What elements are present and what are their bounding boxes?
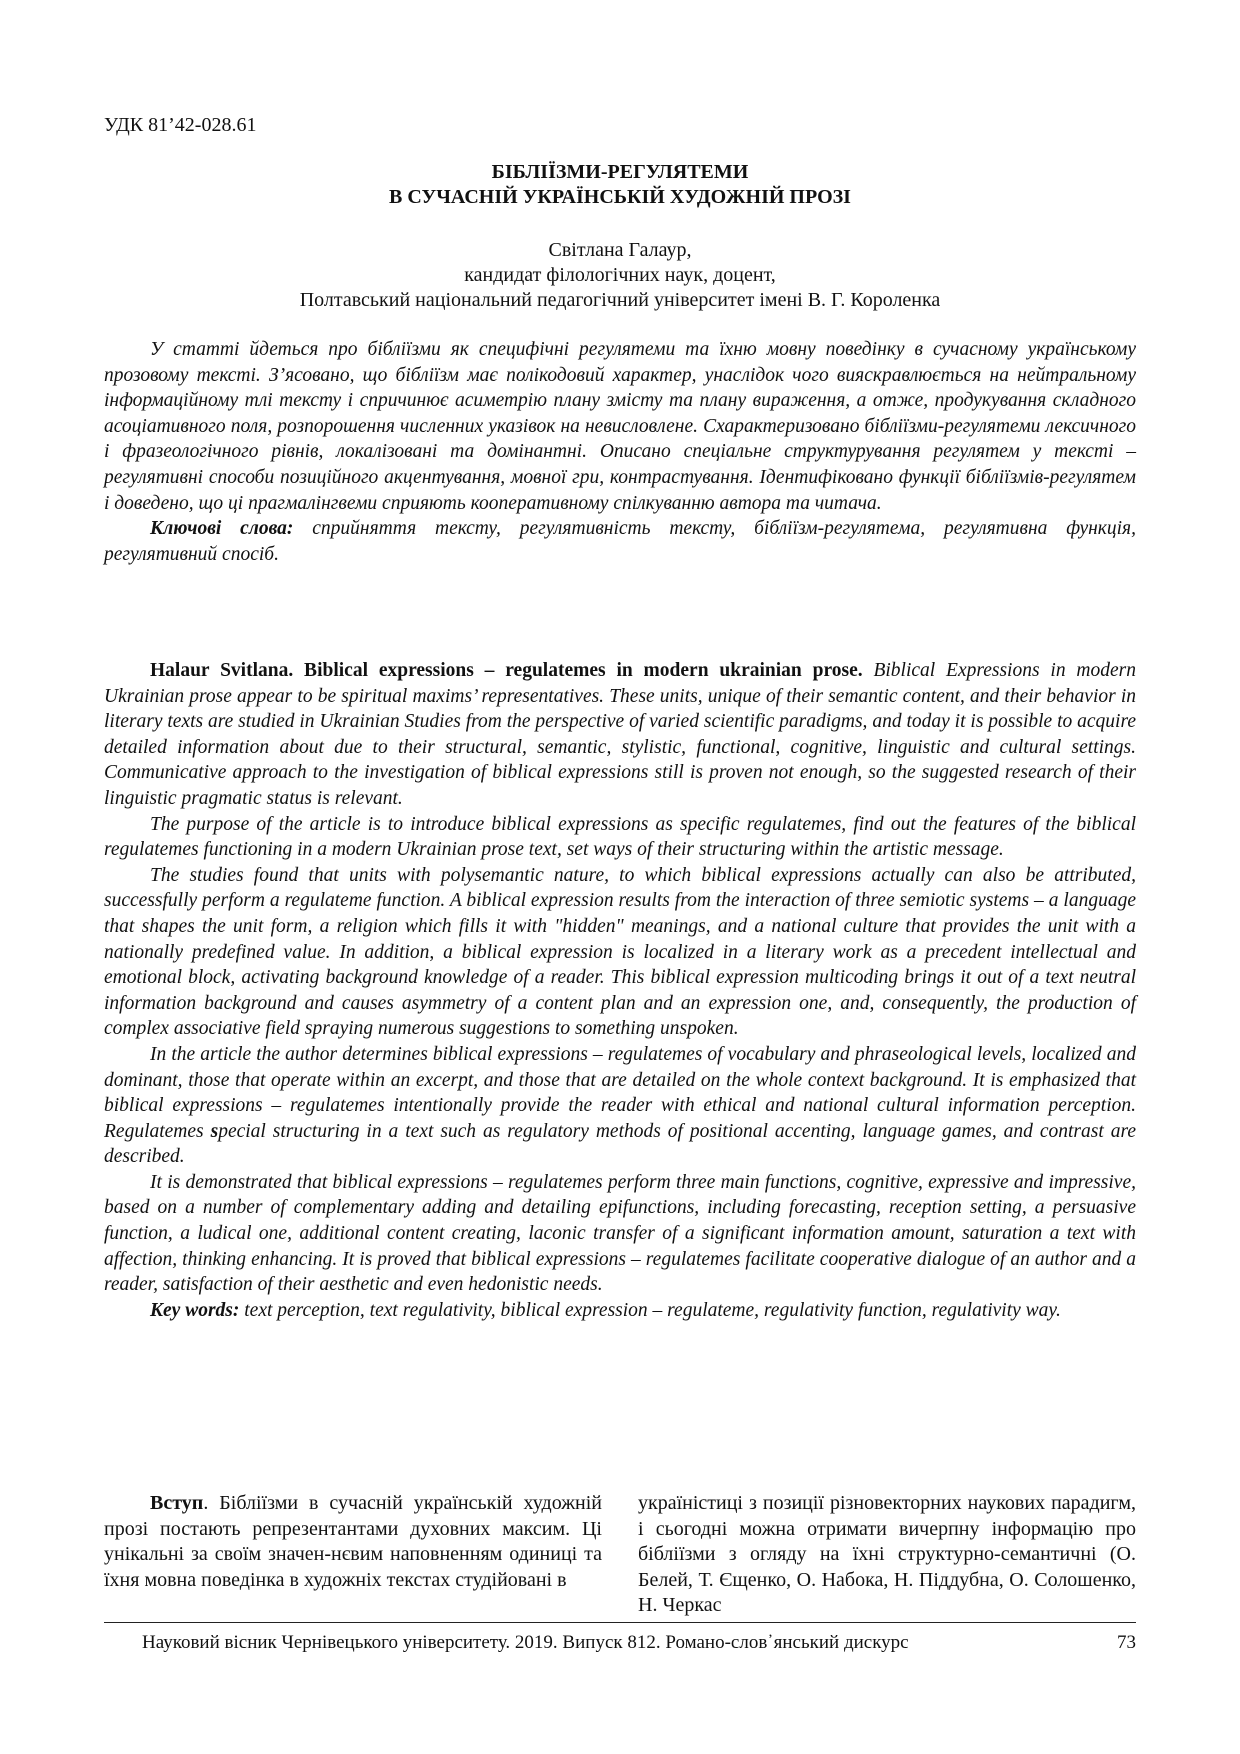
body-columns bbox=[104, 1491, 1136, 1619]
body-column-right bbox=[638, 1491, 1136, 1619]
abstract-en-p4-b: pecial structuring in a text such as regulatory methods of positional accenting, language games, and contrast are described. bbox=[104, 1120, 1137, 1168]
abstract-english bbox=[104, 658, 1136, 1323]
keywords-uk-label: Ключові слова: bbox=[150, 518, 294, 540]
author-name: Світлана Галаур, bbox=[548, 239, 692, 261]
page-number: 73 bbox=[1117, 1632, 1136, 1653]
keywords-uk-text: сприйняття тексту, регулятивність тексту, бібліїзм-регулятема, регулятивна функція, регулятивний спосіб. bbox=[104, 518, 1136, 565]
abstract-en-p4-a: In the article the author determines biblical expressions – regulatemes of vocabulary and phraseological levels, localized and dominant, those that operate within an excerpt, and those that are detailed on the whole context background. It is emphasized that biblical expressions – regulatemes intentionally provide the reader with ethical and national cultural information perception. Regulatemes bbox=[104, 1043, 1136, 1142]
title-line-2: В СУЧАСНІЙ УКРАЇНСЬКІЙ ХУДОЖНІЙ ПРОЗІ bbox=[389, 186, 851, 208]
abstract-en-p1 bbox=[104, 658, 1136, 812]
abstract-uk-text: У статті йдеться про бібліїзми як специфічні регулятеми та їхню мовну поведінку в сучасному українському прозовому тексті. З’ясовано, що бібліїзм має полікодовий характер, унаслідок чого вияскравлюється на нейтральному інформаційному тлі тексту і спричинює асиметрію плану змісту та плану вираження, а отже, продукування складного асоціативного поля, розпорошення численних указівок на невисловлене. Схарактеризовано бібліїзми-регулятеми лексичного і фразеологічного рівнів, локалізовані та домінантні. Описано спеціальне структурування регулятем у тексті – регулятивні способи позиційного акцентування, мовної гри, контрастування. Ідентифіковано функції бібліїзмів-регулятем і доведено, що ці прагмалінгвеми сприяють кооперативному спілкуванню автора та читача. bbox=[104, 339, 1136, 514]
author-affiliation: Полтавський національний педагогічний університет імені В. Г. Короленка bbox=[299, 289, 941, 311]
abstract-en-p4 bbox=[104, 1042, 1136, 1170]
abstract-en-p2: The purpose of the article is to introduce biblical expressions as specific regulatemes, find out the features of the biblical regulatemes functioning in a modern Ukrainian prose text, set ways of their structuring within the artistic message. bbox=[104, 813, 1136, 861]
author-block bbox=[104, 238, 1136, 313]
udc-code: УДК 81’42-028.61 bbox=[104, 114, 257, 136]
keywords-en-text: text perception, text regulativity, biblical expression – regulateme, regulativity function, regulativity way. bbox=[239, 1299, 1061, 1321]
article-title bbox=[104, 160, 1136, 210]
abstract-en-p3: The studies found that units with polysemantic nature, to which biblical expressions actually can also be attributed, successfully perform a regulateme function. A biblical expression results from the interaction of three semiotic systems – a language that shapes the unit form, a religion which fills it with "hidden" meanings, and a national culture that provides the unit with a nationally predefined value. In addition, a biblical expression is localized in a literary work as a precedent intellectual and emotional block, activating background knowledge of a reader. This biblical expression multicoding brings it out of a text neutral information background and causes asymmetry of a content plan and an expression one, and, consequently, the production of complex associative field spraying numerous suggestions to something unspoken. bbox=[104, 864, 1136, 1040]
abstract-en-p4-s: s bbox=[210, 1120, 219, 1142]
body-right-text: україністиці з позиції різновекторних наукових парадигм, і сьогодні можна отримати вичерпну інформацію про бібліїзми з огляду на їхні структурно-семантичні (О. Белей, Т. Єщенко, О. Набока, Н. Піддубна, О. Солошенко, Н. Черкас bbox=[638, 1492, 1136, 1616]
title-line-1: БІБЛІЇЗМИ-РЕГУЛЯТЕМИ bbox=[491, 161, 749, 183]
abstract-en-p5: It is demonstrated that biblical expressions – regulatemes perform three main functions, cognitive, expressive and impressive, based on a number of complementary adding and detailing epifunctions, including forecasting, reception setting, a persuasive function, a ludical one, additional content creating, laconic transfer of a significant information amount, saturation a text with affection, thinking enhancing. It is proved that biblical expressions – regulatemes facilitate cooperative dialogue of an author and a reader, satisfaction of their aesthetic and even hedonistic needs. bbox=[104, 1171, 1136, 1296]
abstract-ukrainian bbox=[104, 337, 1136, 567]
keywords-uk bbox=[104, 516, 1136, 567]
intro-label: Вступ bbox=[150, 1492, 204, 1514]
abstract-en-p1-text: Biblical Expressions in modern Ukrainian prose appear to be spiritual maxims’ representatives. These units, unique of their semantic content, and their behavior in literary texts are studied in Ukrainian Studies from the perspective of varied scientific paradigms, and today it is possible to acquire detailed information about due to their structural, semantic, stylistic, functional, cognitive, linguistic and cultural settings. Communicative approach to the investigation of biblical expressions still is proven not enough, so the suggested research of their linguistic pragmatic status is relevant. bbox=[104, 660, 1136, 809]
journal-name: Науковий вісник Чернівецького університету. 2019. Випуск 812. Романо-слов᾽янський дискурс bbox=[142, 1632, 909, 1653]
keywords-en bbox=[104, 1298, 1136, 1324]
body-column-left bbox=[104, 1491, 602, 1619]
intro-text: . Бібліїзми в сучасній українській художній прозі постають репрезентантами духовних максим. Ці унікальні за своїм значен-нєвим наповненням одиниці та їхня мовна поведінка в художніх текстах студійовані в bbox=[104, 1492, 602, 1591]
intro-paragraph bbox=[104, 1491, 602, 1593]
keywords-en-label: Key words: bbox=[150, 1299, 240, 1321]
author-degree: кандидат філологічних наук, доцент, bbox=[464, 264, 776, 286]
abstract-en-heading: Halaur Svitlana. Biblical expressions – regulatemes in modern ukrainian prose. bbox=[150, 660, 863, 681]
footer-divider bbox=[104, 1622, 1136, 1623]
